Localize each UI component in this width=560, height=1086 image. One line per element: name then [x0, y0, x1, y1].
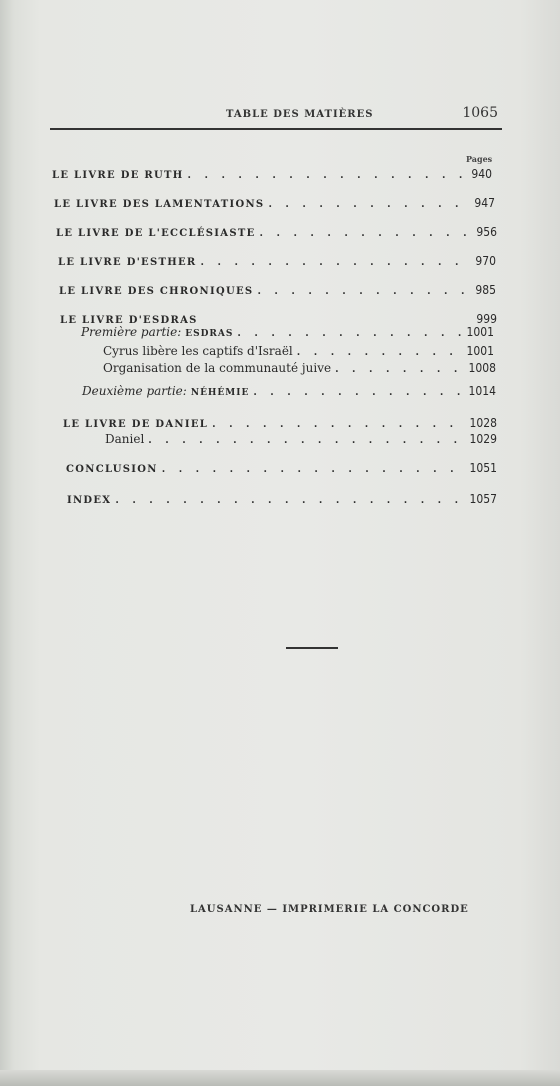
- toc-entry: [63, 416, 497, 430]
- toc-subentry: [82, 384, 496, 398]
- dot-leader: [162, 464, 466, 475]
- toc-entry-page: 940: [471, 167, 492, 181]
- toc-entry-title: LE LIVRE DE DANIEL: [63, 419, 209, 430]
- toc-part-label: Deuxième partie:: [82, 384, 187, 398]
- header-rule: [50, 128, 502, 130]
- toc-entry-title: LE LIVRE D'ESDRAS: [60, 315, 198, 326]
- dot-leader: [297, 347, 463, 358]
- toc-entry-title: LE LIVRE DE L'ECCLÉSIASTE: [56, 228, 256, 239]
- running-header: [52, 103, 498, 129]
- toc-entry: [52, 167, 492, 181]
- dot-leader: [257, 286, 471, 297]
- page-edge: [0, 1070, 560, 1086]
- pages-column-label: Pages: [466, 154, 493, 164]
- toc-entry-title: INDEX: [67, 495, 112, 506]
- printer-imprint: LAUSANNE — IMPRIMERIE LA CONCORDE: [190, 904, 469, 915]
- toc-entry-title: Daniel: [105, 432, 145, 446]
- toc-entry-page: 947: [474, 196, 495, 210]
- toc-entry: [66, 461, 497, 475]
- toc-entry-title: Cyrus libère les captifs d'Israël: [103, 344, 293, 358]
- toc-entry-page: 1014: [468, 384, 496, 398]
- toc-entry-page: 1028: [469, 416, 497, 430]
- section-divider: [286, 647, 338, 649]
- toc-entry: [56, 225, 497, 239]
- toc-entry-page: 999: [476, 312, 497, 326]
- toc-entry: [59, 283, 496, 297]
- toc-entry-title: Organisation de la communauté juive: [103, 361, 332, 375]
- toc-entry-title: CONCLUSION: [66, 464, 158, 475]
- toc-entry-page: 1001: [466, 344, 494, 358]
- toc-entry-title: NÉHÉMIE: [190, 388, 250, 398]
- toc-entry-page: 1057: [469, 492, 497, 506]
- toc-entry: [60, 312, 497, 326]
- toc-entry-page: 1008: [468, 361, 496, 375]
- toc-part-label: Première partie:: [81, 325, 182, 339]
- page-number: 1065: [462, 105, 498, 121]
- toc-entry-title: LE LIVRE DE RUTH: [52, 170, 184, 181]
- dot-leader: [335, 364, 464, 375]
- toc-entry-page: 1029: [469, 432, 497, 446]
- toc-entry-page: 970: [475, 254, 496, 268]
- dot-leader: [188, 170, 468, 181]
- dot-leader: [115, 495, 465, 506]
- toc-entry-page: 1001: [466, 325, 494, 339]
- dot-leader: [237, 328, 462, 339]
- toc-entry-page: 985: [475, 283, 496, 297]
- dot-leader: [260, 228, 473, 239]
- dot-leader: [268, 199, 470, 210]
- toc-entry: [67, 492, 497, 506]
- toc-entry-page: 1051: [469, 461, 497, 475]
- toc-entry-title: ESDRAS: [185, 329, 234, 339]
- dot-leader: [201, 257, 472, 268]
- dot-leader: [148, 435, 465, 446]
- toc-entry: [54, 196, 495, 210]
- toc-subentry: [103, 344, 494, 358]
- toc-subentry: [103, 361, 496, 375]
- toc-entry-title: LE LIVRE DES LAMENTATIONS: [54, 199, 265, 210]
- header-title: TABLE DES MATIÈRES: [226, 109, 374, 120]
- toc-subentry: [81, 325, 494, 339]
- toc-entry-page: 956: [476, 225, 497, 239]
- dot-leader: [253, 387, 464, 398]
- toc-subentry: [105, 432, 497, 446]
- toc-entry-title: LE LIVRE DES CHRONIQUES: [59, 286, 254, 297]
- dot-leader: [212, 419, 465, 430]
- toc-entry-title: LE LIVRE D'ESTHER: [58, 257, 197, 268]
- toc-entry: [58, 254, 496, 268]
